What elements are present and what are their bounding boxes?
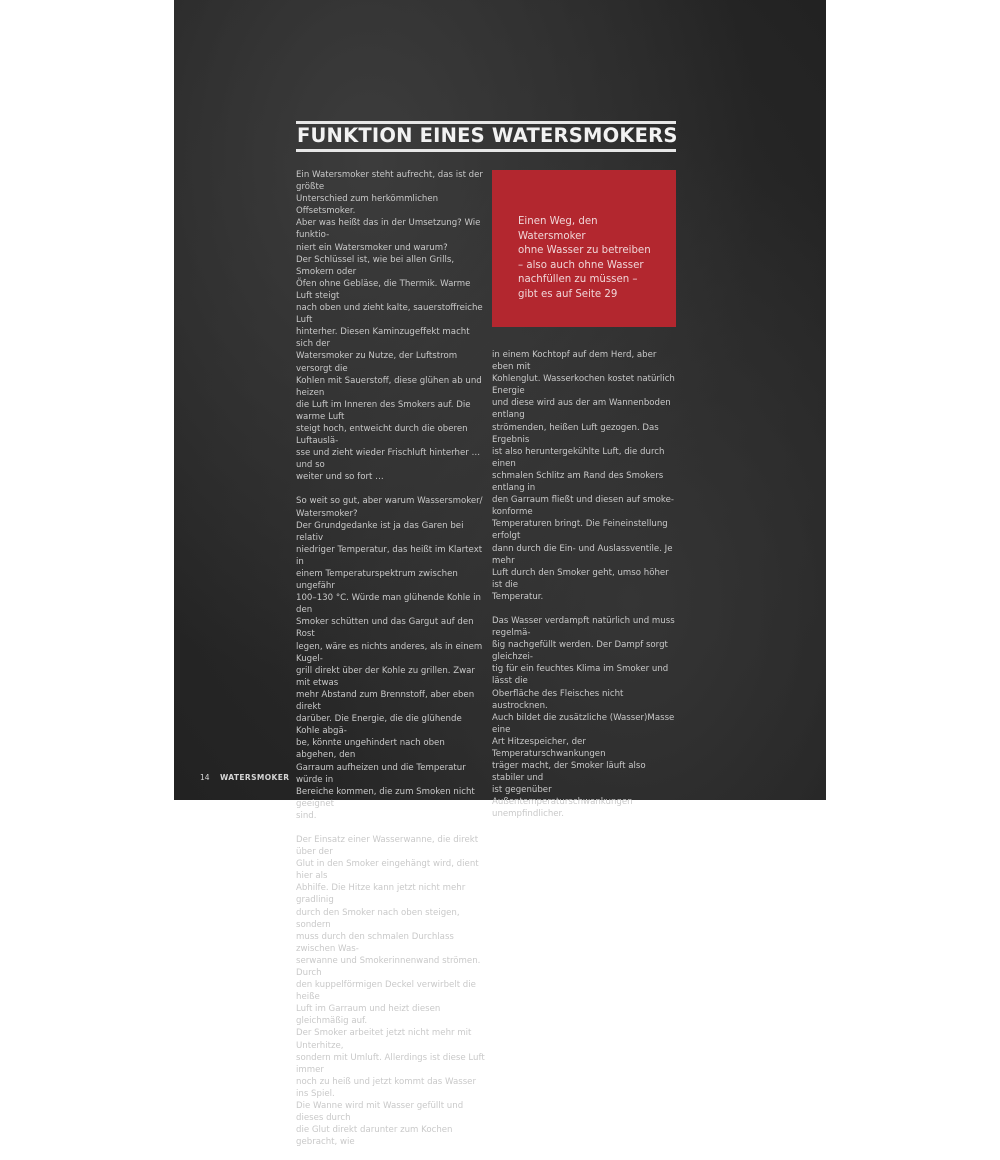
section-title: WATERSMOKER: [219, 773, 290, 782]
paragraph: Der Einsatz einer Wasserwanne, die direkt über der Glut in den Smoker eingehängt wird, dient hier als Abhilfe. Die Hitze kann jetzt nicht mehr gradlinig durch den Smoker nach oben steigen, sondern muss durch den schmalen Durchlass zwischen Was- serwanne und Smokerinnenwand strömen. Durch den kuppelförmigen Deckel verwirbelt die heiße Luft im Garraum und heizt diesen gleichmäßig auf. Der Smoker arbeitet jetzt nicht mehr mit Unterhitze, sondern mit Umluft. Allerdings ist diese Luft immer noch zu heiß und jetzt kommt das Wasser ins Spiel. Die Wanne wird mit Wasser gefüllt und dieses durch die Glut direkt darunter zum Kochen gebracht, wie: [296, 834, 485, 1148]
paragraph: Ein Watersmoker steht aufrecht, das ist der größte Unterschied zum herkömmlichen Offsetsmoker. Aber was heißt das in der Umsetzung? Wie funktio- niert ein Watersmoker und warum? Der Schlüssel ist, wie bei allen Grills, Smokern oder Öfen ohne Gebläse, die Thermik. Warme Luft steigt nach oben und zieht kalte, sauerstoffreiche Luft hinterher. Diesen Kaminzugeffekt macht sich der Watersmoker zu Nutze, der Luftstrom versorgt die Kohlen mit Sauerstoff, diese glühen ab und heizen die Luft im Inneren des Smokers auf. Die warme Luft steigt hoch, entweicht durch die oberen Luftauslä- sse und zieht wieder Frischluft hinterher … und so weiter und so fort …: [296, 170, 483, 483]
heading-rule-bottom: [296, 149, 676, 152]
paragraph: in einem Kochtopf auf dem Herd, aber eben mit Kohlenglut. Wasserkochen kostet natürlich Energie und diese wird aus der am Wannenboden entlang strömenden, heißen Luft gezogen. Das Ergebnis ist also heruntergekühlte Luft, die durch einen schmalen Schlitz am Rand des Smokers entlang in den Garraum fließt und diesen auf smoke-konforme Temperaturen bringt. Die Feineinstellung erfolgt dann durch die Ein- und Auslassventile. Je mehr Luft durch den Smoker geht, umso höher ist die Temperatur.: [492, 350, 675, 602]
book-page: [174, 0, 826, 1148]
page-title: FUNKTION EINES WATERSMOKERS: [297, 124, 678, 147]
paragraph: So weit so gut, aber warum Wassersmoker/ Watersmoker? Der Grundgedanke ist ja das Garen bei relativ niedriger Temperatur, das heißt im Klartext in einem Temperaturspektrum zwischen ungefähr 100–130 °C. Würde man glühende Kohle in den Smoker schütten und das Gargut auf den Rost legen, wäre es nichts anderes, als in einem Kugel- grill direkt über der Kohle zu grillen. Zwar mit etwas mehr Abstand zum Brennstoff, aber eben direkt darüber. Die Energie, die die glühende Kohle abgä- be, könnte ungehindert nach oben abgehen, den Garraum aufheizen und die Temperatur würde in Bereiche kommen, die zum Smoken nicht geeignet sind.: [296, 496, 483, 821]
callout-text: Einen Weg, den Watersmoker ohne Wasser zu betreiben – also auch ohne Wasser nachfüllen zu müssen – gibt es auf Seite 29: [518, 216, 651, 300]
page-footer: [200, 773, 289, 782]
paragraph: Das Wasser verdampft natürlich und muss regelmä- ßig nachgefüllt werden. Der Dampf sorgt gleichzei- tig für ein feuchtes Klima im Smoker und lässt die Oberfläche des Fleisches nicht austrocknen. Auch bildet die zusätzliche (Wasser)Masse eine Art Hitzespeicher, der Temperaturschwankungen träger macht, der Smoker läuft also stabiler und ist gegenüber Außentemperaturschwankungen unempfindlicher.: [492, 615, 675, 820]
page-number: 14: [200, 773, 210, 782]
callout-box: [492, 170, 676, 327]
text-column-right: [492, 349, 680, 833]
text-column-left: [296, 169, 486, 1160]
